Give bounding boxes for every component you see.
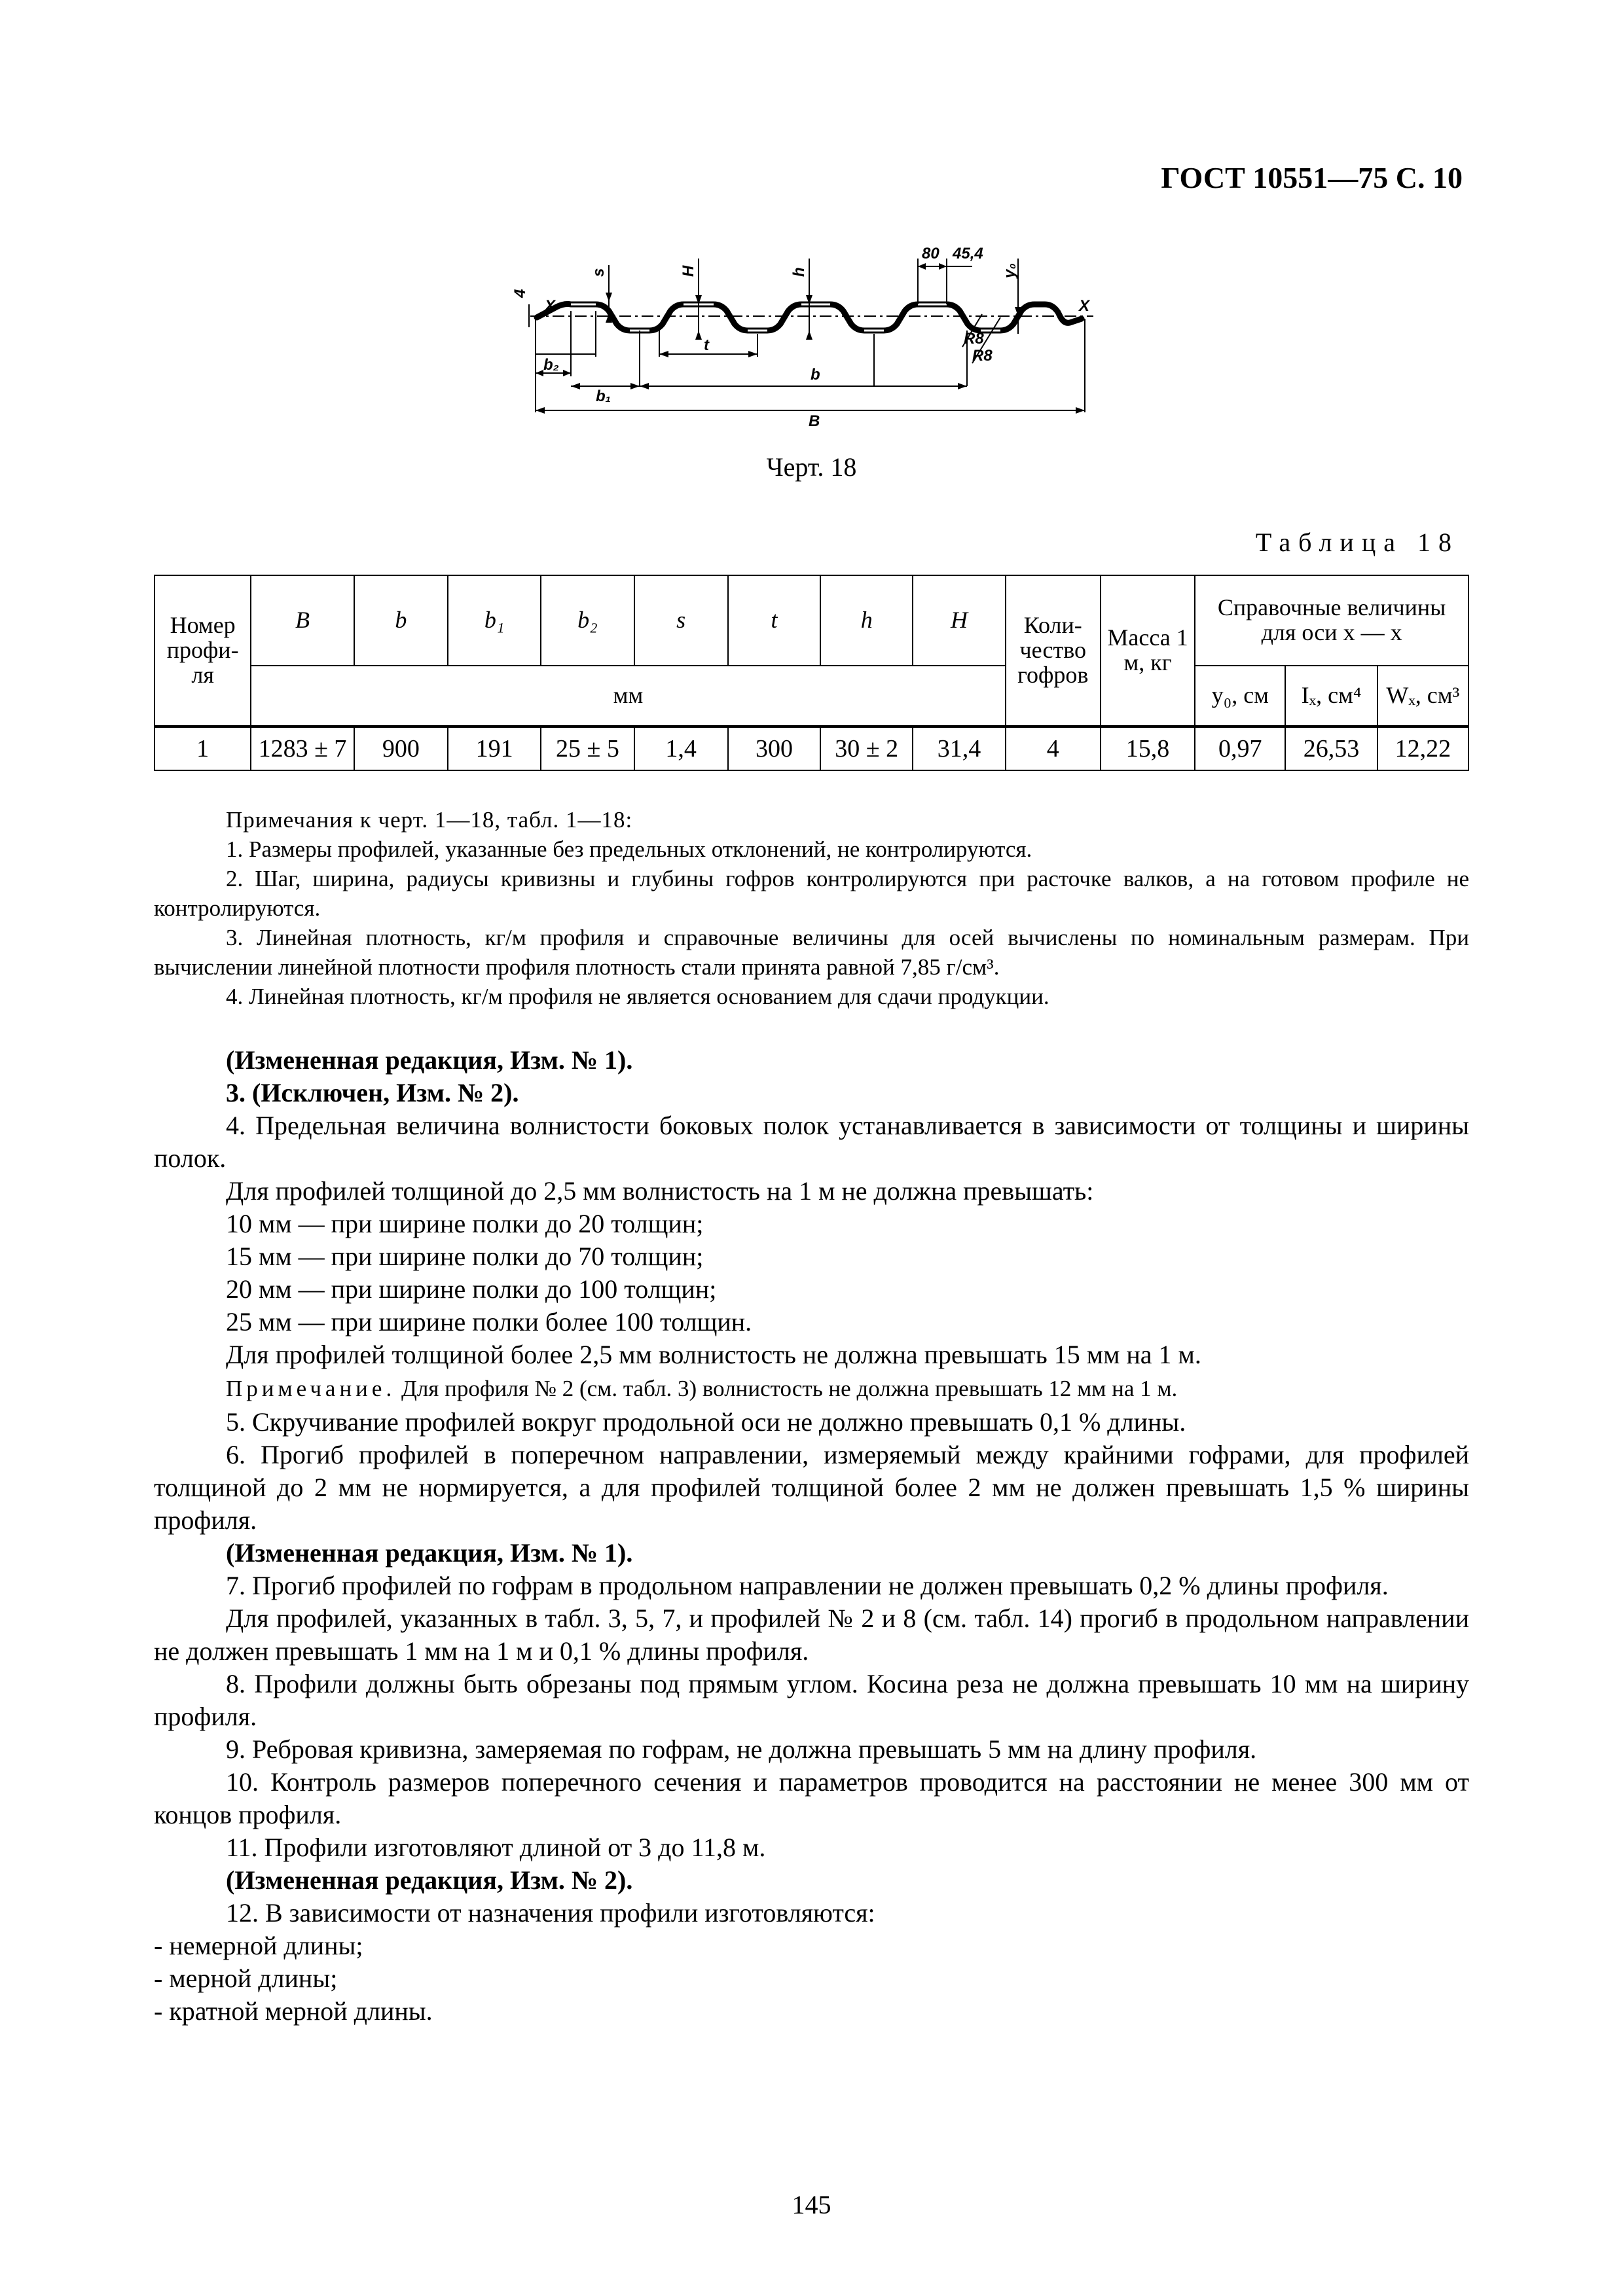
clause-6: 6. Прогиб профилей в поперечном направлении, измеряемый между крайними гофрами, для профилей толщиной до 2 мм не нормируется, а для профилей толщиной более 2 мм не должен превышать 1,5 % ширины профиля.	[154, 1440, 1469, 1535]
list-item: 15 мм — при ширине полки до 70 толщин;	[226, 1242, 704, 1271]
list-item: 10 мм — при ширине полки до 20 толщин;	[226, 1209, 704, 1238]
units-mm: мм	[251, 666, 1005, 726]
label-t: t	[704, 336, 709, 354]
list-item: 25 мм — при ширине полки более 100 толщин.	[226, 1307, 752, 1336]
label-b1: b₁	[596, 387, 611, 405]
table-cell: 191	[448, 726, 541, 770]
table-cell: 26,53	[1285, 726, 1377, 770]
note-item: 4. Линейная плотность, кг/м профиля не является основанием для сдачи продукции.	[226, 984, 1049, 1009]
col-header-b: b	[354, 575, 448, 666]
clause-4: 4. Предельная величина волнистости боковых полок устанавливается в зависимости от толщины и ширины полок.	[154, 1111, 1469, 1173]
clause-10: 10. Контроль размеров поперечного сечения и параметров проводится на расстоянии не менее 300 мм от концов профиля.	[154, 1767, 1469, 1829]
table-cell: 1,4	[634, 726, 728, 770]
note-item: 3. Линейная плотность, кг/м профиля и справочные величины для осей вычислены по номинальным размерам. При вычислении линейной плотности профиля плотность стали принята равной 7,85 г/см³.	[154, 925, 1469, 980]
table-title: Таблица 18	[1255, 528, 1459, 557]
paragraph: Для профилей толщиной более 2,5 мм волнистость не должна превышать 15 мм на 1 м.	[226, 1340, 1201, 1369]
amendment-note: (Измененная редакция, Изм. № 2).	[226, 1865, 633, 1895]
note-text: Для профиля № 2 (см. табл. 3) волнистость не должна превышать 12 мм на 1 м.	[395, 1376, 1178, 1401]
list-item: - немерной длины;	[154, 1931, 363, 1960]
col-header-b2: b₂	[541, 575, 634, 666]
label-80: 80	[922, 245, 939, 262]
col-header-B: B	[251, 575, 354, 666]
list-item: 20 мм — при ширине полки до 100 толщин;	[226, 1274, 717, 1304]
clause-note	[154, 1374, 1469, 1403]
label-4: 4	[511, 289, 529, 298]
clause-8: 8. Профили должны быть обрезаны под прямым углом. Косина реза не должна превышать 10 мм на ширину профиля.	[154, 1669, 1469, 1731]
label-x-left: X	[545, 297, 556, 315]
clause-9: 9. Ребровая кривизна, замеряемая по гофрам, не должна превышать 5 мм на длину профиля.	[226, 1734, 1257, 1764]
notes-heading: Примечания к черт. 1—18, табл. 1—18:	[226, 807, 633, 833]
figure-caption: Черт. 18	[766, 452, 857, 482]
clause-3: 3. (Исключен, Изм. № 2).	[226, 1078, 519, 1107]
table-cell: 900	[354, 726, 448, 770]
page-header: ГОСТ 10551—75 С. 10	[1161, 161, 1463, 194]
label-r8-b: R8	[972, 347, 993, 365]
col-header-b1: b₁	[448, 575, 541, 666]
table-row	[155, 726, 1468, 770]
table-cell: 1	[155, 726, 251, 770]
col-header-y0: y₀, см	[1195, 666, 1285, 726]
label-x-right: X	[1079, 297, 1090, 315]
col-header-count: Коли-чество гофров	[1006, 575, 1101, 726]
col-header-s: s	[634, 575, 728, 666]
spec-table	[154, 575, 1469, 771]
list-item: - кратной мерной длины.	[154, 1996, 433, 2026]
col-header-H: H	[913, 575, 1005, 666]
label-b: b	[811, 366, 820, 384]
label-y0: y₀	[1001, 263, 1019, 278]
table-cell: 0,97	[1195, 726, 1285, 770]
col-header-Ix: Iₓ, см⁴	[1285, 666, 1377, 726]
paragraph: Для профилей, указанных в табл. 3, 5, 7, и профилей № 2 и 8 (см. табл. 14) прогиб в продольном направлении не должен превышать 1 мм на 1 м и 0,1 % длины профиля.	[154, 1604, 1469, 1666]
col-header-Wx: Wₓ, см³	[1377, 666, 1468, 726]
label-h: h	[790, 267, 808, 277]
table-cell: 300	[728, 726, 820, 770]
label-H: H	[680, 265, 697, 277]
col-header-mass: Масса 1 м, кг	[1101, 575, 1195, 726]
label-B: B	[809, 412, 820, 430]
profile-drawing	[511, 239, 1120, 435]
col-header-h: h	[820, 575, 913, 666]
col-header-t: t	[728, 575, 820, 666]
note-item: 1. Размеры профилей, указанные без предельных отклонений, не контролируются.	[226, 836, 1032, 862]
clause-11: 11. Профили изготовляют длиной от 3 до 11,8 м.	[226, 1833, 766, 1862]
document-body	[154, 805, 1469, 2028]
table-cell: 30 ± 2	[820, 726, 913, 770]
table-cell: 31,4	[913, 726, 1005, 770]
note-label: Примечание.	[226, 1376, 396, 1401]
col-header-number: Номер профи-ля	[155, 575, 251, 726]
amendment-note: (Измененная редакция, Изм. № 1).	[226, 1538, 633, 1568]
amendment-note: (Измененная редакция, Изм. № 1).	[226, 1045, 633, 1075]
clause-5: 5. Скручивание профилей вокруг продольной оси не должно превышать 0,1 % длины.	[226, 1407, 1186, 1437]
label-b2: b₂	[543, 356, 559, 374]
table-cell: 1283 ± 7	[251, 726, 354, 770]
clause-12: 12. В зависимости от назначения профили изготовляются:	[226, 1898, 875, 1928]
clause-7: 7. Прогиб профилей по гофрам в продольном направлении не должен превышать 0,2 % длины профиля.	[226, 1571, 1389, 1600]
table-cell: 15,8	[1101, 726, 1195, 770]
list-item: - мерной длины;	[154, 1964, 338, 1993]
page-number: 145	[792, 2190, 831, 2219]
label-r8-a: R8	[964, 330, 984, 348]
note-item: 2. Шаг, ширина, радиусы кривизны и глубины гофров контролируются при расточке валков, а на готовом профиле не контролируются.	[154, 866, 1469, 921]
label-s: s	[590, 268, 608, 277]
label-454: 45,4	[953, 245, 983, 262]
table-cell: 12,22	[1377, 726, 1468, 770]
col-header-reference: Справочные величины для оси x — x	[1195, 575, 1468, 666]
table-cell: 25 ± 5	[541, 726, 634, 770]
table-cell: 4	[1006, 726, 1101, 770]
paragraph: Для профилей толщиной до 2,5 мм волнистость на 1 м не должна превышать:	[226, 1176, 1094, 1206]
